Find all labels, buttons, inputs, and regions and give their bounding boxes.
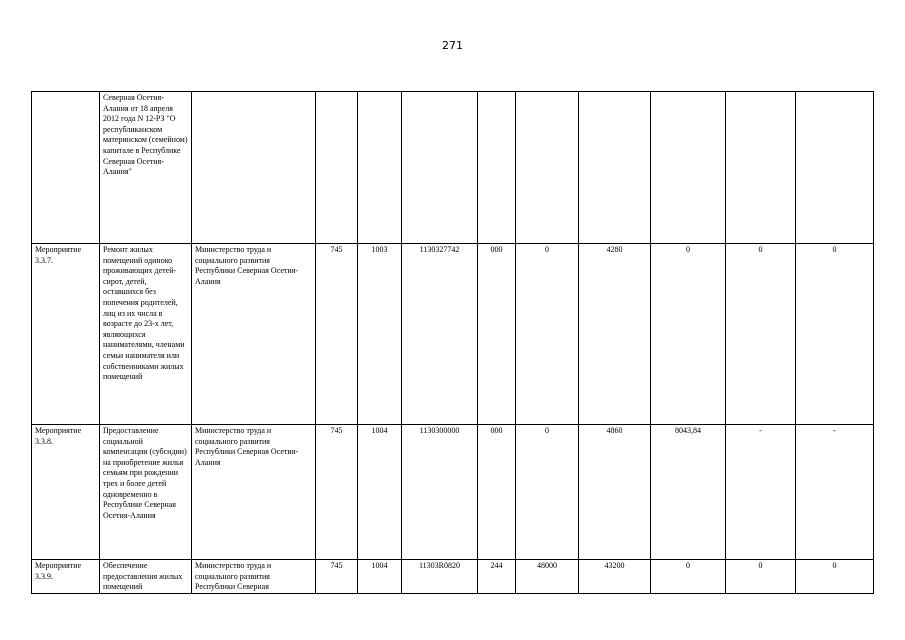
rz-pr-cell: 1004 <box>358 425 402 560</box>
csr-cell: 1130300000 <box>402 425 478 560</box>
executor-cell <box>192 92 316 244</box>
activity-cell: Мероприятие 3.3.9. <box>32 560 100 594</box>
year-2-cell: 4860 <box>579 425 651 560</box>
rz-pr-cell <box>358 92 402 244</box>
rz-pr-cell: 1003 <box>358 244 402 425</box>
activity-cell <box>32 92 100 244</box>
description-cell: Обеспечение предоставления жилых помещений <box>100 560 192 594</box>
vr-cell <box>478 92 516 244</box>
year-2-cell <box>579 92 651 244</box>
year-1-cell: 0 <box>516 244 579 425</box>
year-3-cell: 8043,84 <box>651 425 726 560</box>
csr-cell <box>402 92 478 244</box>
year-1-cell <box>516 92 579 244</box>
year-2-cell: 4280 <box>579 244 651 425</box>
executor-cell: Министерство труда и социального развития Республики Северная <box>192 560 316 594</box>
program-activities-table <box>31 91 874 594</box>
grbs-cell: 745 <box>316 560 358 594</box>
year-4-cell: - <box>726 425 796 560</box>
year-5-cell: - <box>796 425 874 560</box>
table-row <box>32 244 874 425</box>
vr-cell: 000 <box>478 244 516 425</box>
grbs-cell <box>316 92 358 244</box>
table-row <box>32 425 874 560</box>
executor-cell: Министерство труда и социального развития Республики Северная Осетия-Алания <box>192 244 316 425</box>
year-4-cell <box>726 92 796 244</box>
year-3-cell: 0 <box>651 244 726 425</box>
grbs-cell: 745 <box>316 244 358 425</box>
description-cell: Северная Осетия-Алания от 18 апреля 2012 года N 12-РЗ "О республиканском материнском (семейном) капитале в Республике Северная Осетия-Алания" <box>100 92 192 244</box>
year-5-cell: 0 <box>796 560 874 594</box>
csr-cell: 11303R0820 <box>402 560 478 594</box>
year-2-cell: 43200 <box>579 560 651 594</box>
executor-cell: Министерство труда и социального развития Республики Северная Осетия-Алания <box>192 425 316 560</box>
year-4-cell: 0 <box>726 560 796 594</box>
year-4-cell: 0 <box>726 244 796 425</box>
year-5-cell <box>796 92 874 244</box>
description-cell: Ремонт жилых помещений одиноко проживающих детей-сирот, детей, оставшихся без попечения родителей, лиц из их числа в возрасте до 23-х лет, являющихся нанимателями, членами семьи нанимателя или собственниками жилых помещений <box>100 244 192 425</box>
description-cell: Предоставление социальной компенсации (субсидии) на приобретение жилья семьям при рождении трех и более детей одновременно в Республике Северная Осетия-Алания <box>100 425 192 560</box>
vr-cell: 000 <box>478 425 516 560</box>
year-3-cell: 0 <box>651 560 726 594</box>
activity-cell: Мероприятие 3.3.8. <box>32 425 100 560</box>
grbs-cell: 745 <box>316 425 358 560</box>
year-3-cell <box>651 92 726 244</box>
table-row <box>32 92 874 244</box>
activity-cell: Мероприятие 3.3.7. <box>32 244 100 425</box>
vr-cell: 244 <box>478 560 516 594</box>
year-1-cell: 48000 <box>516 560 579 594</box>
year-5-cell: 0 <box>796 244 874 425</box>
year-1-cell: 0 <box>516 425 579 560</box>
rz-pr-cell: 1004 <box>358 560 402 594</box>
page-number: 271 <box>442 39 463 52</box>
csr-cell: 1130327742 <box>402 244 478 425</box>
table-row <box>32 560 874 594</box>
